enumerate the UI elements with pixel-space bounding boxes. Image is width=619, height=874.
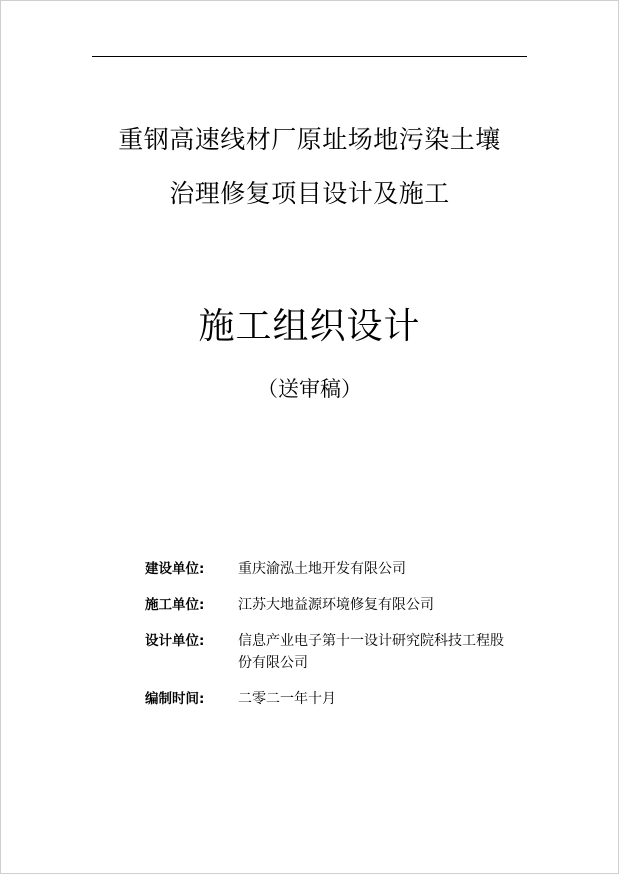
info-label: 施工单位: xyxy=(145,597,205,613)
info-row-designer xyxy=(145,630,565,674)
info-block xyxy=(145,558,565,724)
document-title: 施工组织设计 xyxy=(198,306,421,347)
info-value: 重庆渝泓土地开发有限公司 xyxy=(238,561,406,577)
info-row-contractor xyxy=(145,594,565,616)
info-value: 二零二一年十月 xyxy=(238,691,336,707)
info-label: 建设单位: xyxy=(145,561,205,577)
info-value: 信息产业电子第十一设计研究院科技工程股份有限公司 xyxy=(238,633,504,671)
project-title-line-1: 重钢高速线材厂原址场地污染土壤 xyxy=(118,125,501,154)
info-label: 设计单位: xyxy=(145,633,205,649)
project-title-line-2: 治理修复项目设计及施工 xyxy=(169,179,450,208)
info-value: 江苏大地益源环境修复有限公司 xyxy=(238,597,434,613)
info-label: 编制时间: xyxy=(145,691,205,707)
info-row-date xyxy=(145,688,565,710)
info-row-client xyxy=(145,558,565,580)
header-rule xyxy=(92,56,527,57)
document-subtitle: （送审稿） xyxy=(257,377,362,401)
